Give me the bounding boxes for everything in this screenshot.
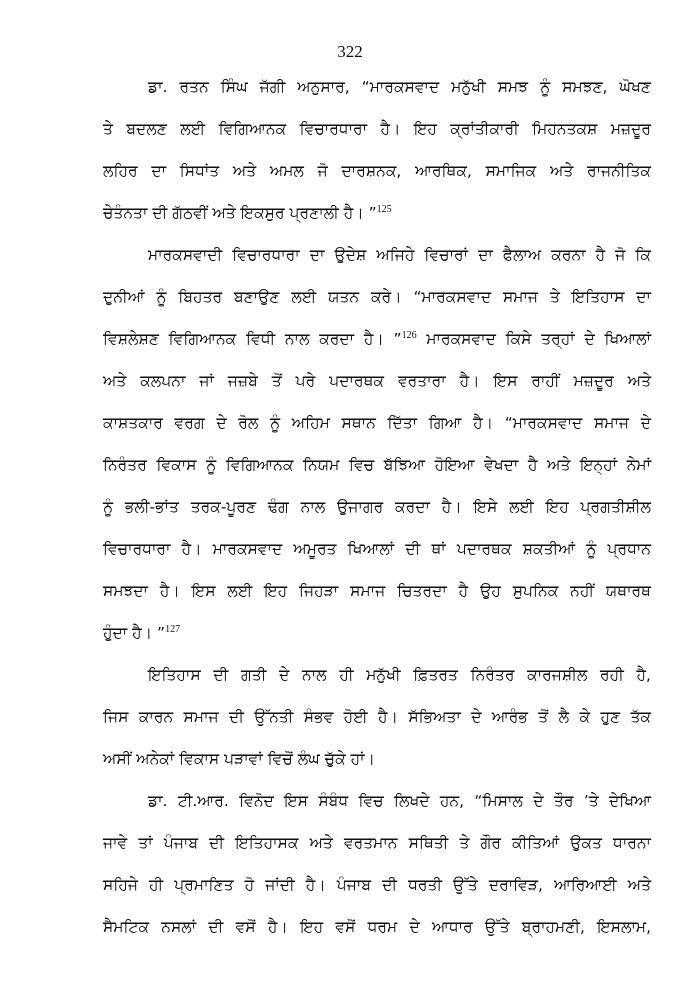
- text-line: [103, 539, 651, 559]
- text-line: [148, 665, 651, 685]
- line-text: ਨਿਰੰਤਰ ਵਿਕਾਸ ਨੂੰ ਵਿਗਿਆਨਕ ਨਿਯਮ ਵਿਚ ਬੱਝਿਆ ਹੋਇਆ ਵੇਖਦਾ ਹੈ ਅਤੇ ਇਨ੍ਹਾਂ ਨੇਮਾਂ: [103, 456, 651, 474]
- text-line: [103, 455, 651, 475]
- line-text: ਮਾਰਕਸਵਾਦ ਕਿਸੇ ਤਰ੍ਹਾਂ ਦੇ ਖਿਆਲਾਂ: [416, 330, 651, 348]
- text-line: [148, 245, 651, 265]
- text-line: [103, 875, 651, 895]
- line-text: ਮਾਰਕਸਵਾਦੀ ਵਿਚਾਰਧਾਰਾ ਦਾ ਉਦੇਸ਼ ਅਜਿਹੇ ਵਿਚਾਰਾਂ ਦਾ ਫੈਲਾਅ ਕਰਨਾ ਹੈ ਜੋ ਕਿ: [148, 246, 651, 264]
- text-line: [103, 623, 651, 643]
- page-number: 322: [337, 42, 363, 61]
- line-text: ਤੇ ਬਦਲਣ ਲਈ ਵਿਗਿਆਨਕ ਵਿਚਾਰਧਾਰਾ ਹੈ। ਇਹ ਕ੍ਰਾਂਤੀਕਾਰੀ ਮਿਹਨਤਕਸ਼ ਮਜ਼ਦੂਰ: [103, 120, 651, 138]
- text-line: [103, 833, 651, 853]
- line-text: ਨੂੰ ਭਲੀ-ਭਾਂਤ ਤਰਕ-ਪੂਰਣ ਢੰਗ ਨਾਲ ਉਜਾਗਰ ਕਰਦਾ ਹੈ। ਇਸੇ ਲਈ ਇਹ ਪ੍ਰਗਤੀਸ਼ੀਲ: [103, 498, 651, 516]
- line-text: ਚੇਤੰਨਤਾ ਦੀ ਗੱਠਵੀਂ ਅਤੇ ਇਕਸੁਰ ਪ੍ਰਣਾਲੀ ਹੈ। ”: [103, 204, 377, 222]
- line-text: ਸੈਮਟਿਕ ਨਸਲਾਂ ਦੀ ਵਸੋਂ ਹੈ। ਇਹ ਵਸੋਂ ਧਰਮ ਦੇ ਆਧਾਰ ਉੱਤੇ ਬ੍ਰਾਹਮਣੀ, ਇਸਲਾਮ,: [103, 918, 651, 936]
- text-line: [103, 581, 651, 601]
- text-line: [103, 413, 651, 433]
- line-text: ਅਤੇ ਕਲਪਨਾ ਜਾਂ ਜਜ਼ਬੇ ਤੋਂ ਪਰੇ ਪਦਾਰਥਕ ਵਰਤਾਰਾ ਹੈ। ਇਸ ਰਾਹੀਂ ਮਜ਼ਦੂਰ ਅਤੇ: [103, 372, 651, 390]
- line-text: ਅਸੀਂ ਅਨੇਕਾਂ ਵਿਕਾਸ ਪੜਾਵਾਂ ਵਿਚੋਂ ਲੰਘ ਚੁੱਕੇ ਹਾਂ।: [103, 750, 375, 768]
- text-line: [148, 77, 651, 97]
- text-line: [148, 791, 651, 811]
- footnote-marker: 125: [376, 204, 392, 215]
- line-text: ਵਿਸ਼ਲੇਸ਼ਣ ਵਿਗਿਆਨਕ ਵਿਧੀ ਨਾਲ ਕਰਦਾ ਹੈ। ”: [103, 330, 402, 348]
- text-line: [103, 119, 651, 139]
- line-text: ਹੁੰਦਾ ਹੈ। ”: [103, 624, 166, 642]
- text-line: [103, 329, 651, 349]
- line-text: ਲਹਿਰ ਦਾ ਸਿਧਾਂਤ ਅਤੇ ਅਮਲ ਜੋ ਦਾਰਸ਼ਨਕ, ਆਰਥਿਕ, ਸਮਾਜਿਕ ਅਤੇ ਰਾਜਨੀਤਿਕ: [103, 162, 651, 180]
- text-line: [103, 161, 651, 181]
- text-line: [103, 203, 651, 223]
- line-text: ਸਮਝਦਾ ਹੈ। ਇਸ ਲਈ ਇਹ ਜਿਹੜਾ ਸਮਾਜ ਚਿਤਰਦਾ ਹੈ ਉਹ ਸੁਪਨਿਕ ਨਹੀਂ ਯਥਾਰਥ: [103, 582, 651, 600]
- line-text: ਡਾ. ਰਤਨ ਸਿੰਘ ਜੱਗੀ ਅਨੁਸਾਰ, “ਮਾਰਕਸਵਾਦ ਮਨੁੱਖੀ ਸਮਝ ਨੂੰ ਸਮਝਣ, ਘੋਖਣ: [148, 78, 651, 96]
- line-text: ਸਹਿਜੇ ਹੀ ਪ੍ਰਮਾਣਿਤ ਹੋ ਜਾਂਦੀ ਹੈ। ਪੰਜਾਬ ਦੀ ਧਰਤੀ ਉੱਤੇ ਦਰਾਵਿੜ, ਆਰਿਆਈ ਅਤੇ: [103, 876, 651, 894]
- footnote-marker: 127: [165, 624, 181, 635]
- text-line: [103, 707, 651, 727]
- footnote-marker: 126: [401, 330, 417, 341]
- line-text: ਇਤਿਹਾਸ ਦੀ ਗਤੀ ਦੇ ਨਾਲ ਹੀ ਮਨੁੱਖੀ ਫ਼ਿਤਰਤ ਨਿਰੰਤਰ ਕਾਰਜਸ਼ੀਲ ਰਹੀ ਹੈ,: [148, 666, 651, 684]
- text-line: [103, 287, 651, 307]
- text-line: [103, 497, 651, 517]
- line-text: ਜਾਵੇ ਤਾਂ ਪੰਜਾਬ ਦੀ ਇਤਿਹਾਸਕ ਅਤੇ ਵਰਤਮਾਨ ਸਥਿਤੀ ਤੇ ਗੌਰ ਕੀਤਿਆਂ ਉਕਤ ਧਾਰਨਾ: [103, 834, 651, 852]
- line-text: ਕਾਸ਼ਤਕਾਰ ਵਰਗ ਦੇ ਰੋਲ ਨੂੰ ਅਹਿਮ ਸਥਾਨ ਦਿੱਤਾ ਗਿਆ ਹੈ। “ਮਾਰਕਸਵਾਦ ਸਮਾਜ ਦੇ: [103, 414, 651, 432]
- line-text: ਦੁਨੀਆਂ ਨੂੰ ਬਿਹਤਰ ਬਣਾਉਣ ਲਈ ਯਤਨ ਕਰੇ। “ਮਾਰਕਸਵਾਦ ਸਮਾਜ ਤੇ ਇਤਿਹਾਸ ਦਾ: [103, 288, 651, 306]
- line-text: ਡਾ. ਟੀ.ਆਰ. ਵਿਨੋਦ ਇਸ ਸੰਬੰਧ ਵਿਚ ਲਿਖਦੇ ਹਨ, “ਮਿਸਾਲ ਦੇ ਤੌਰ ’ਤੇ ਦੇਖਿਆ: [148, 792, 651, 810]
- line-text: ਵਿਚਾਰਧਾਰਾ ਹੈ। ਮਾਰਕਸਵਾਦ ਅਮੂਰਤ ਖਿਆਲਾਂ ਦੀ ਥਾਂ ਪਦਾਰਥਕ ਸ਼ਕਤੀਆਂ ਨੂੰ ਪ੍ਰਧਾਨ: [103, 540, 651, 558]
- text-line: [103, 749, 651, 769]
- text-line: [103, 917, 651, 937]
- text-line: [103, 371, 651, 391]
- line-text: ਜਿਸ ਕਾਰਨ ਸਮਾਜ ਦੀ ਉੱਨਤੀ ਸੰਭਵ ਹੋਈ ਹੈ। ਸੱਭਿਅਤਾ ਦੇ ਆਰੰਭ ਤੋਂ ਲੈ ਕੇ ਹੁਣ ਤੱਕ: [103, 708, 651, 726]
